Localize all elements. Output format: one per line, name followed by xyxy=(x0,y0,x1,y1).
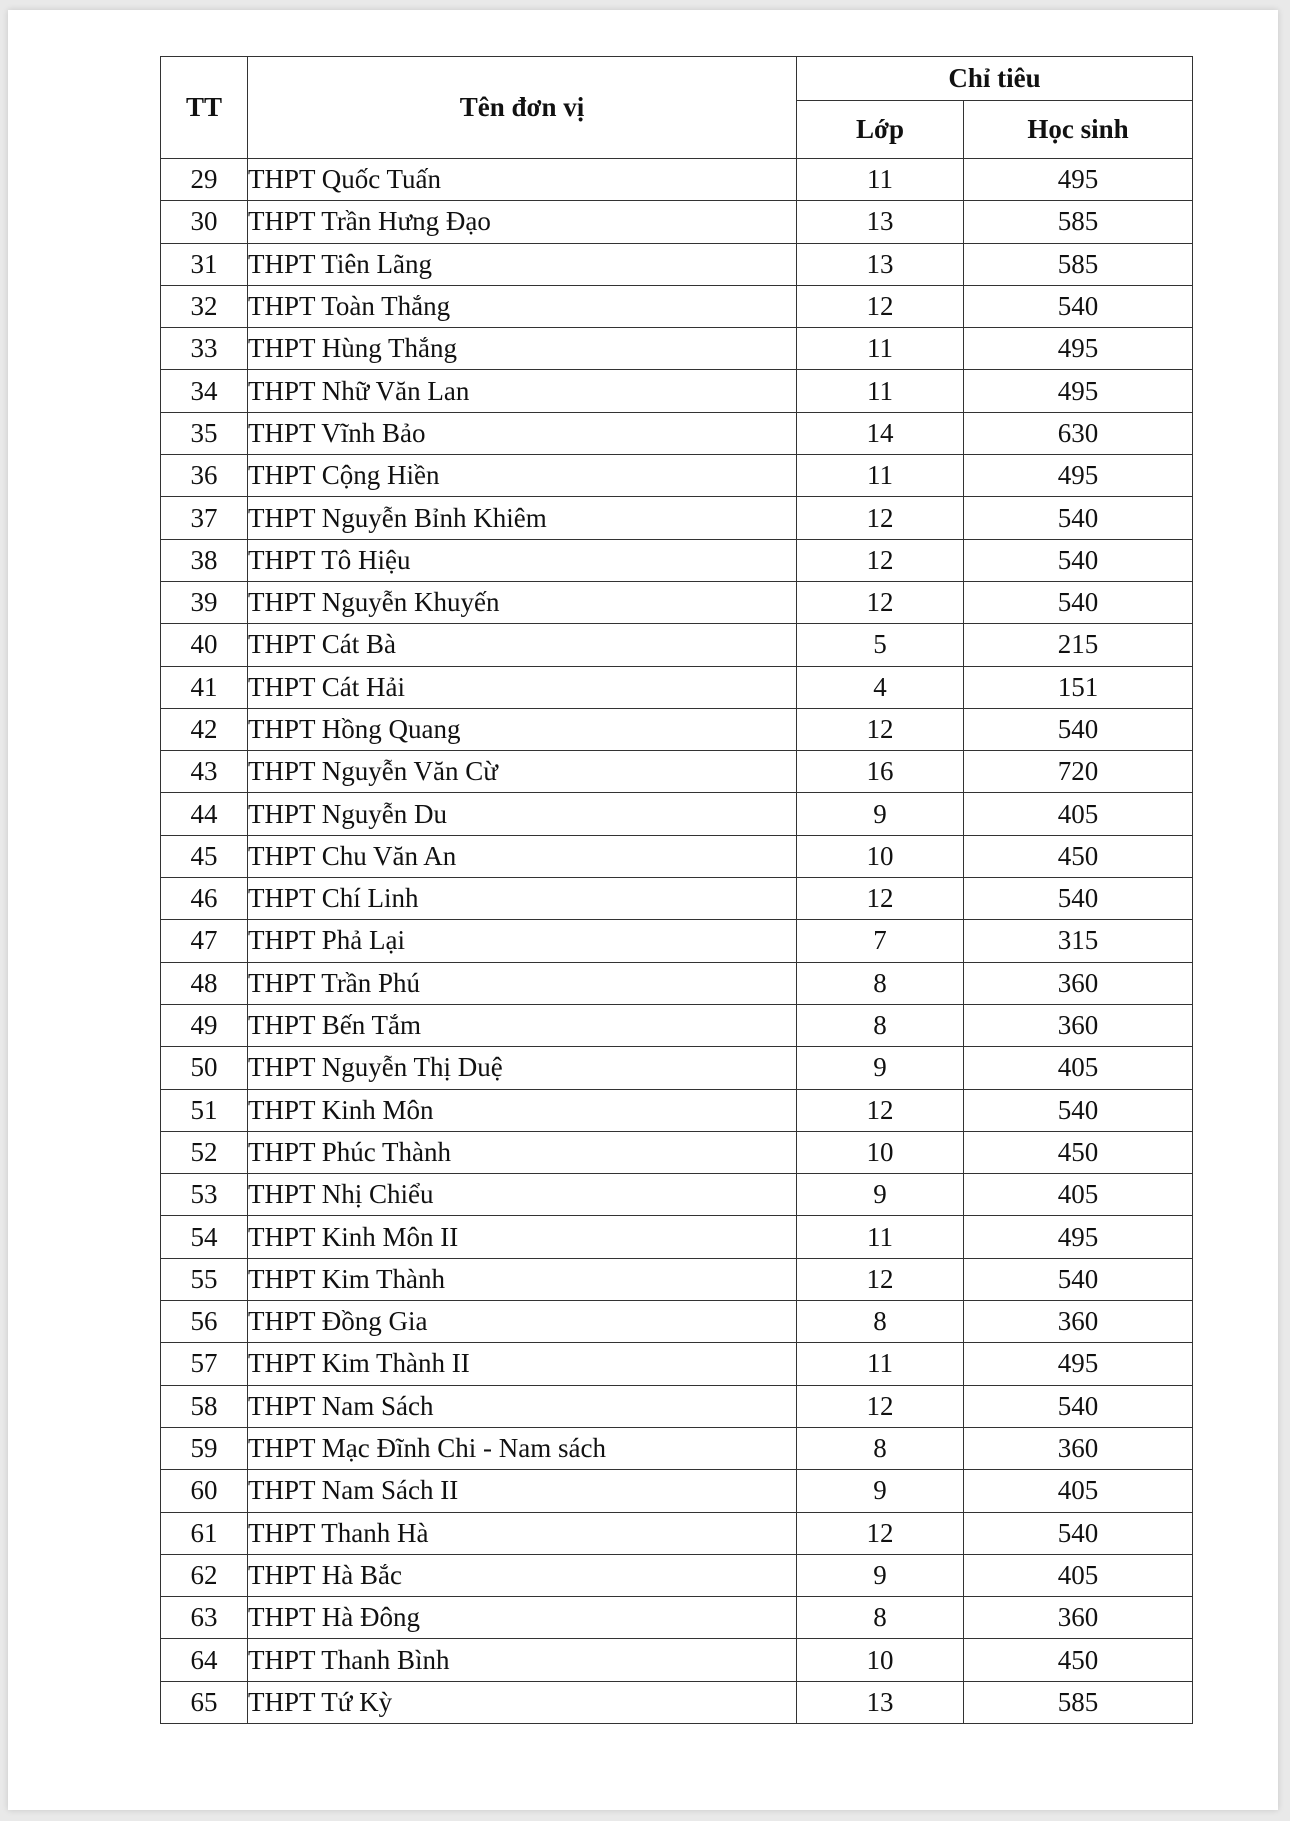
cell-students: 405 xyxy=(964,1174,1193,1216)
cell-tt: 43 xyxy=(161,751,248,793)
header-tt: TT xyxy=(161,57,248,159)
cell-unit-name: THPT Tiên Lãng xyxy=(248,243,797,285)
cell-students: 450 xyxy=(964,1639,1193,1681)
table-row xyxy=(161,539,1193,581)
table-row xyxy=(161,962,1193,1004)
table-row xyxy=(161,285,1193,327)
cell-classes: 11 xyxy=(797,1343,964,1385)
cell-tt: 49 xyxy=(161,1004,248,1046)
cell-classes: 11 xyxy=(797,370,964,412)
table-row xyxy=(161,1216,1193,1258)
enrollment-quota-table xyxy=(160,56,1193,1724)
cell-classes: 13 xyxy=(797,201,964,243)
cell-tt: 52 xyxy=(161,1131,248,1173)
cell-tt: 65 xyxy=(161,1681,248,1723)
cell-tt: 31 xyxy=(161,243,248,285)
cell-students: 315 xyxy=(964,920,1193,962)
cell-tt: 51 xyxy=(161,1089,248,1131)
table-row xyxy=(161,1004,1193,1046)
table-row xyxy=(161,1639,1193,1681)
cell-classes: 8 xyxy=(797,1004,964,1046)
table-row xyxy=(161,455,1193,497)
cell-classes: 11 xyxy=(797,1216,964,1258)
table-row xyxy=(161,1681,1193,1723)
cell-students: 405 xyxy=(964,1470,1193,1512)
cell-tt: 54 xyxy=(161,1216,248,1258)
cell-classes: 10 xyxy=(797,1639,964,1681)
cell-students: 360 xyxy=(964,962,1193,1004)
header-students: Học sinh xyxy=(964,101,1193,159)
table-row xyxy=(161,666,1193,708)
cell-students: 215 xyxy=(964,624,1193,666)
document-page xyxy=(8,10,1278,1810)
cell-unit-name: THPT Cộng Hiền xyxy=(248,455,797,497)
table-row xyxy=(161,878,1193,920)
cell-classes: 16 xyxy=(797,751,964,793)
cell-students: 450 xyxy=(964,835,1193,877)
cell-tt: 58 xyxy=(161,1385,248,1427)
cell-classes: 8 xyxy=(797,1597,964,1639)
cell-classes: 12 xyxy=(797,1385,964,1427)
cell-unit-name: THPT Kim Thành II xyxy=(248,1343,797,1385)
cell-unit-name: THPT Vĩnh Bảo xyxy=(248,412,797,454)
cell-students: 540 xyxy=(964,581,1193,623)
cell-classes: 12 xyxy=(797,878,964,920)
cell-classes: 9 xyxy=(797,793,964,835)
cell-tt: 33 xyxy=(161,328,248,370)
cell-classes: 12 xyxy=(797,1258,964,1300)
cell-classes: 13 xyxy=(797,243,964,285)
cell-unit-name: THPT Nguyễn Khuyến xyxy=(248,581,797,623)
cell-tt: 56 xyxy=(161,1301,248,1343)
cell-tt: 47 xyxy=(161,920,248,962)
table-row xyxy=(161,1470,1193,1512)
table-row xyxy=(161,1343,1193,1385)
cell-students: 540 xyxy=(964,708,1193,750)
table-row xyxy=(161,1258,1193,1300)
cell-students: 495 xyxy=(964,328,1193,370)
header-unit-name: Tên đơn vị xyxy=(248,57,797,159)
cell-classes: 11 xyxy=(797,159,964,201)
cell-tt: 39 xyxy=(161,581,248,623)
cell-classes: 12 xyxy=(797,539,964,581)
cell-unit-name: THPT Cát Bà xyxy=(248,624,797,666)
table-row xyxy=(161,1174,1193,1216)
cell-tt: 50 xyxy=(161,1047,248,1089)
cell-tt: 29 xyxy=(161,159,248,201)
cell-unit-name: THPT Hà Bắc xyxy=(248,1554,797,1596)
cell-classes: 7 xyxy=(797,920,964,962)
cell-students: 540 xyxy=(964,1089,1193,1131)
cell-classes: 12 xyxy=(797,285,964,327)
cell-students: 540 xyxy=(964,285,1193,327)
table-row xyxy=(161,328,1193,370)
cell-students: 720 xyxy=(964,751,1193,793)
cell-classes: 10 xyxy=(797,835,964,877)
cell-students: 585 xyxy=(964,201,1193,243)
cell-unit-name: THPT Nguyễn Du xyxy=(248,793,797,835)
cell-unit-name: THPT Nhữ Văn Lan xyxy=(248,370,797,412)
cell-students: 540 xyxy=(964,1385,1193,1427)
cell-classes: 14 xyxy=(797,412,964,454)
table-row xyxy=(161,370,1193,412)
cell-unit-name: THPT Chu Văn An xyxy=(248,835,797,877)
cell-tt: 61 xyxy=(161,1512,248,1554)
cell-tt: 60 xyxy=(161,1470,248,1512)
cell-unit-name: THPT Hùng Thắng xyxy=(248,328,797,370)
cell-unit-name: THPT Chí Linh xyxy=(248,878,797,920)
cell-students: 495 xyxy=(964,159,1193,201)
header-classes: Lớp xyxy=(797,101,964,159)
cell-unit-name: THPT Hà Đông xyxy=(248,1597,797,1639)
cell-classes: 8 xyxy=(797,962,964,1004)
cell-unit-name: THPT Cát Hải xyxy=(248,666,797,708)
cell-classes: 12 xyxy=(797,581,964,623)
cell-tt: 45 xyxy=(161,835,248,877)
table-row xyxy=(161,920,1193,962)
table-row xyxy=(161,708,1193,750)
cell-classes: 12 xyxy=(797,708,964,750)
cell-students: 585 xyxy=(964,1681,1193,1723)
cell-students: 405 xyxy=(964,1554,1193,1596)
cell-classes: 9 xyxy=(797,1470,964,1512)
cell-unit-name: THPT Tô Hiệu xyxy=(248,539,797,581)
cell-tt: 30 xyxy=(161,201,248,243)
cell-unit-name: THPT Kim Thành xyxy=(248,1258,797,1300)
cell-unit-name: THPT Tứ Kỳ xyxy=(248,1681,797,1723)
table-row xyxy=(161,201,1193,243)
cell-unit-name: THPT Thanh Hà xyxy=(248,1512,797,1554)
cell-students: 495 xyxy=(964,370,1193,412)
cell-tt: 35 xyxy=(161,412,248,454)
table-row xyxy=(161,1427,1193,1469)
cell-students: 360 xyxy=(964,1301,1193,1343)
cell-tt: 34 xyxy=(161,370,248,412)
cell-students: 360 xyxy=(964,1597,1193,1639)
cell-unit-name: THPT Kinh Môn II xyxy=(248,1216,797,1258)
cell-classes: 10 xyxy=(797,1131,964,1173)
cell-unit-name: THPT Hồng Quang xyxy=(248,708,797,750)
table-row xyxy=(161,793,1193,835)
cell-students: 540 xyxy=(964,878,1193,920)
table-row xyxy=(161,1512,1193,1554)
cell-tt: 64 xyxy=(161,1639,248,1681)
cell-unit-name: THPT Bến Tắm xyxy=(248,1004,797,1046)
cell-classes: 11 xyxy=(797,328,964,370)
cell-tt: 42 xyxy=(161,708,248,750)
table-row xyxy=(161,412,1193,454)
table-row xyxy=(161,1301,1193,1343)
cell-tt: 55 xyxy=(161,1258,248,1300)
table-header xyxy=(161,57,1193,159)
cell-tt: 57 xyxy=(161,1343,248,1385)
cell-tt: 41 xyxy=(161,666,248,708)
cell-students: 540 xyxy=(964,1512,1193,1554)
cell-unit-name: THPT Nguyễn Văn Cừ xyxy=(248,751,797,793)
cell-students: 630 xyxy=(964,412,1193,454)
cell-students: 151 xyxy=(964,666,1193,708)
cell-unit-name: THPT Trần Phú xyxy=(248,962,797,1004)
cell-classes: 12 xyxy=(797,497,964,539)
table-row xyxy=(161,1597,1193,1639)
table-row xyxy=(161,1385,1193,1427)
cell-students: 405 xyxy=(964,793,1193,835)
cell-classes: 12 xyxy=(797,1089,964,1131)
cell-classes: 12 xyxy=(797,1512,964,1554)
cell-classes: 8 xyxy=(797,1301,964,1343)
cell-students: 540 xyxy=(964,539,1193,581)
cell-tt: 38 xyxy=(161,539,248,581)
table-row xyxy=(161,581,1193,623)
table-row xyxy=(161,497,1193,539)
cell-tt: 36 xyxy=(161,455,248,497)
cell-classes: 9 xyxy=(797,1047,964,1089)
table-row xyxy=(161,1554,1193,1596)
cell-unit-name: THPT Nam Sách II xyxy=(248,1470,797,1512)
cell-tt: 46 xyxy=(161,878,248,920)
cell-tt: 40 xyxy=(161,624,248,666)
cell-students: 585 xyxy=(964,243,1193,285)
cell-students: 360 xyxy=(964,1427,1193,1469)
cell-unit-name: THPT Mạc Đĩnh Chi - Nam sách xyxy=(248,1427,797,1469)
cell-unit-name: THPT Nhị Chiểu xyxy=(248,1174,797,1216)
table-body xyxy=(161,159,1193,1724)
table-row xyxy=(161,1047,1193,1089)
cell-students: 495 xyxy=(964,455,1193,497)
cell-tt: 62 xyxy=(161,1554,248,1596)
cell-unit-name: THPT Phúc Thành xyxy=(248,1131,797,1173)
cell-tt: 48 xyxy=(161,962,248,1004)
table-row xyxy=(161,1131,1193,1173)
cell-tt: 59 xyxy=(161,1427,248,1469)
cell-tt: 37 xyxy=(161,497,248,539)
cell-unit-name: THPT Phả Lại xyxy=(248,920,797,962)
cell-classes: 9 xyxy=(797,1174,964,1216)
cell-unit-name: THPT Nam Sách xyxy=(248,1385,797,1427)
table-row xyxy=(161,624,1193,666)
table-row xyxy=(161,835,1193,877)
cell-students: 495 xyxy=(964,1216,1193,1258)
cell-classes: 9 xyxy=(797,1554,964,1596)
cell-unit-name: THPT Kinh Môn xyxy=(248,1089,797,1131)
table-row xyxy=(161,243,1193,285)
cell-students: 360 xyxy=(964,1004,1193,1046)
cell-students: 405 xyxy=(964,1047,1193,1089)
cell-classes: 8 xyxy=(797,1427,964,1469)
cell-classes: 13 xyxy=(797,1681,964,1723)
cell-unit-name: THPT Nguyễn Bỉnh Khiêm xyxy=(248,497,797,539)
table-row xyxy=(161,159,1193,201)
table-row xyxy=(161,751,1193,793)
cell-students: 450 xyxy=(964,1131,1193,1173)
cell-classes: 11 xyxy=(797,455,964,497)
cell-tt: 53 xyxy=(161,1174,248,1216)
cell-students: 540 xyxy=(964,1258,1193,1300)
cell-unit-name: THPT Nguyễn Thị Duệ xyxy=(248,1047,797,1089)
cell-classes: 5 xyxy=(797,624,964,666)
cell-tt: 32 xyxy=(161,285,248,327)
cell-unit-name: THPT Toàn Thắng xyxy=(248,285,797,327)
cell-classes: 4 xyxy=(797,666,964,708)
table-row xyxy=(161,1089,1193,1131)
cell-students: 540 xyxy=(964,497,1193,539)
cell-tt: 44 xyxy=(161,793,248,835)
cell-students: 495 xyxy=(964,1343,1193,1385)
header-quota-group: Chỉ tiêu xyxy=(797,57,1193,101)
cell-unit-name: THPT Đồng Gia xyxy=(248,1301,797,1343)
cell-unit-name: THPT Thanh Bình xyxy=(248,1639,797,1681)
cell-unit-name: THPT Trần Hưng Đạo xyxy=(248,201,797,243)
cell-unit-name: THPT Quốc Tuấn xyxy=(248,159,797,201)
cell-tt: 63 xyxy=(161,1597,248,1639)
